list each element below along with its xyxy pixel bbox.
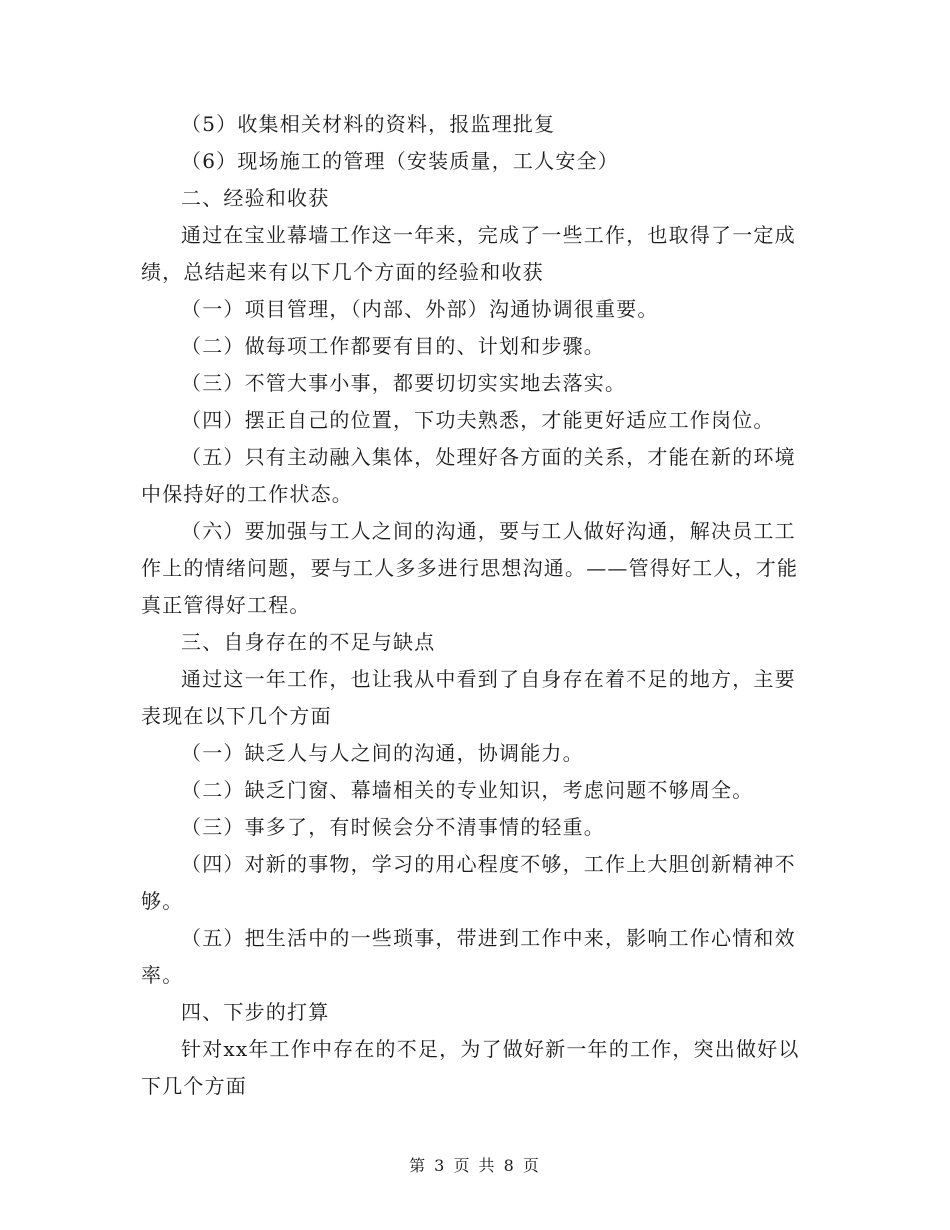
- paragraph: （5）收集相关材料的资料，报监理批复: [181, 112, 556, 136]
- paragraph: 通过这一年工作，也让我从中看到了自身存在着不足的地方，主要表现在以下几个方面: [141, 667, 796, 728]
- list-item: （三）不管大事小事，都要切切实实地去落实。: [181, 371, 627, 395]
- list-item: （一）项目管理，（内部、外部）沟通协调很重要。: [181, 297, 659, 321]
- list-item: （二）做每项工作都要有目的、计划和步骤。: [181, 334, 605, 358]
- section-heading: 三、自身存在的不足与缺点: [181, 630, 436, 654]
- list-item: （五）只有主动融入集体，处理好各方面的关系，才能在新的环境中保持好的工作状态。: [141, 445, 796, 506]
- list-item: （五）把生活中的一些琐事，带进到工作中来，影响工作心情和效率。: [141, 926, 796, 987]
- list-item: （二）缺乏门窗、幕墙相关的专业知识，考虑问题不够周全。: [181, 778, 754, 802]
- paragraph: 通过在宝业幕墙工作这一年来，完成了一些工作，也取得了一定成绩，总结起来有以下几个方面的经验和收获: [141, 223, 796, 284]
- paragraph: （6）现场施工的管理（安装质量，工人安全）: [181, 149, 619, 173]
- list-item: （一）缺乏人与人之间的沟通，协调能力。: [181, 741, 584, 765]
- list-item: （四）对新的事物，学习的用心程度不够，工作上大胆创新精神不够。: [141, 852, 796, 913]
- page-number-footer: 第 3 页 共 8 页: [409, 1156, 541, 1175]
- list-item: （四）摆正自己的位置，下功夫熟悉，才能更好适应工作岗位。: [181, 408, 775, 432]
- document-body: [141, 106, 809, 1105]
- list-item: （三）事多了，有时候会分不清事情的轻重。: [181, 815, 605, 839]
- paragraph: 针对xx年工作中存在的不足，为了做好新一年的工作，突出做好以下几个方面: [141, 1037, 800, 1098]
- section-heading: 二、经验和收获: [181, 186, 330, 210]
- section-heading: 四、下步的打算: [181, 1000, 330, 1024]
- list-item: （六）要加强与工人之间的沟通，要与工人做好沟通，解决员工工作上的情绪问题，要与工人多多进行思想沟通。——管得好工人，才能真正管得好工程。: [141, 519, 799, 617]
